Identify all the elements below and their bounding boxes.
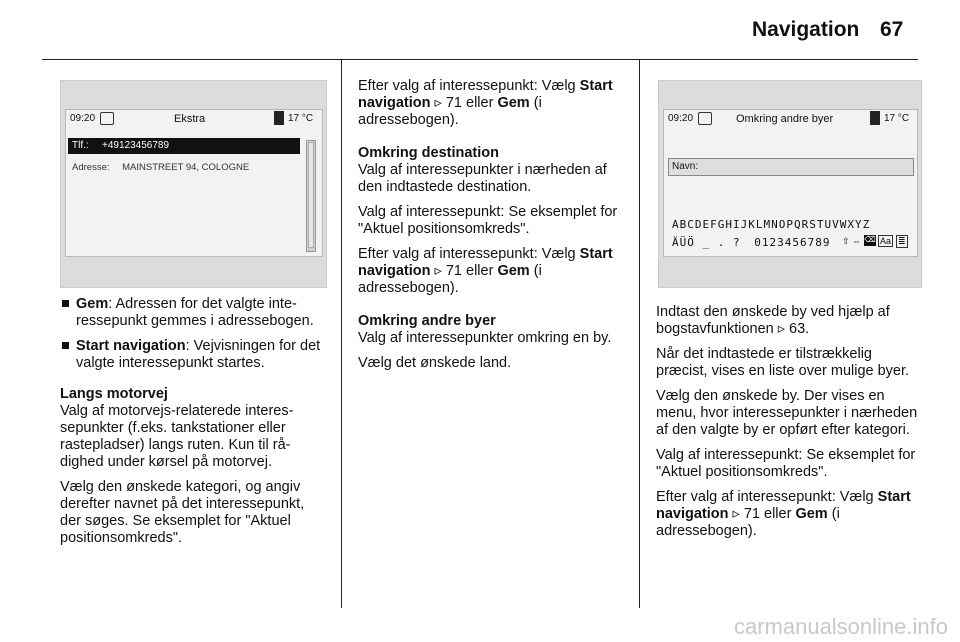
- paragraph: Valg af interessepunkt: Se eksemplet for "Aktuel positionsomkreds".: [656, 447, 916, 480]
- paragraph: [358, 78, 626, 129]
- display-screen: [65, 109, 323, 257]
- ref-arrow-icon: ▹: [777, 321, 786, 337]
- text: Efter valg af interessepunkt: Vælg: [656, 489, 874, 505]
- case-toggle-button[interactable]: Aa: [880, 236, 892, 246]
- column-1: [60, 296, 328, 555]
- address-value: MAINSTREET 94, COLOGNE: [122, 162, 250, 173]
- thermometer-icon: [274, 111, 284, 125]
- paragraph: Valg af interessepunkter omkring en by.: [358, 330, 612, 346]
- clock-text: 09:20: [70, 113, 96, 124]
- keyboard-row-special[interactable]: [672, 236, 830, 249]
- temperature-text: 17 °C: [288, 113, 314, 124]
- term-gem: Gem: [497, 95, 530, 111]
- bullet-text: : Adressen for det valgte interessepunkt gemmes i adressebogen.: [76, 296, 314, 329]
- clock-text: 09:20: [668, 113, 694, 124]
- screen-title: Ekstra: [174, 113, 206, 125]
- bullet-text: : Vejvisningen for det valgte interessepunkt startes.: [76, 338, 321, 371]
- status-bar: [664, 110, 917, 128]
- text: Indtast den ønskede by ved hjælp af bogstavfunktionen: [656, 304, 890, 337]
- heading-omkring-andre-byer: Omkring andre byer: [358, 313, 496, 329]
- paragraph: Valg af motorvejs-relaterede interessepunkter (f.eks. tankstationer eller rastepladser) langs ruten. Kun til rådighed under kørsel på motorvej.: [60, 403, 294, 470]
- ref-arrow-icon: ▹: [434, 263, 442, 279]
- scrollbar[interactable]: [306, 140, 316, 252]
- arrows-left-right-icon[interactable]: ⇔: [852, 236, 861, 246]
- display-screen: [663, 109, 918, 257]
- text: (i adressebogen).: [358, 95, 542, 128]
- thermometer-icon: [870, 111, 880, 125]
- term-start-navigation: Start navigation: [358, 246, 613, 279]
- address-row[interactable]: [72, 162, 249, 173]
- ref-arrow-icon: ▹: [732, 506, 740, 522]
- page-ref: 63.: [789, 321, 810, 337]
- footer: [0, 612, 960, 642]
- term-start-navigation: Start navigation: [76, 338, 186, 354]
- page-header: [0, 0, 960, 60]
- text: Efter valg af interessepunkt: Vælg: [358, 246, 576, 262]
- page-ref: 71 eller: [743, 506, 792, 522]
- scrollbar-thumb[interactable]: [308, 142, 314, 248]
- backspace-icon[interactable]: ⌫: [864, 235, 876, 244]
- paragraph: Valg af interessepunkter i nærheden af den indtastede destination.: [358, 162, 607, 195]
- name-input[interactable]: [668, 158, 914, 176]
- phone-label: Tlf.:: [72, 140, 89, 151]
- paragraph: [358, 246, 626, 297]
- address-label: Adresse:: [72, 162, 110, 173]
- list-icon[interactable]: ≣: [898, 236, 906, 246]
- paragraph: [656, 489, 924, 540]
- column-divider-1: [341, 60, 342, 608]
- bullet-square: [62, 300, 69, 307]
- text: (i adressebogen).: [358, 263, 542, 296]
- page-ref: 71 eller: [445, 263, 494, 279]
- special-keys[interactable]: ÄÜÖ _ . ?: [672, 236, 741, 249]
- paragraph: Når det indtastede er tilstrækkelig præcist, vises en liste over mulige byer.: [656, 346, 910, 379]
- page-number: 67: [880, 18, 904, 41]
- name-label: Navn:: [672, 161, 699, 172]
- term-gem: Gem: [795, 506, 828, 522]
- paragraph: Valg af interessepunkt: Se eksemplet for "Aktuel positionsomkreds".: [358, 204, 618, 237]
- term-gem: Gem: [497, 263, 530, 279]
- column-3: [656, 304, 924, 548]
- keyboard-row-letters[interactable]: ABCDEFGHIJKLMNOPQRSTUVWXYZ: [672, 218, 871, 231]
- paragraph: Vælg den ønskede kategori, og angiv derefter navnet på det interessepunkt, der søges. Se eksemplet for "Aktuel positionsomkreds".: [60, 479, 305, 546]
- column-divider-2: [639, 60, 640, 608]
- term-gem: Gem: [76, 296, 109, 312]
- phone-row[interactable]: [68, 138, 300, 154]
- page-title: Navigation: [752, 18, 860, 41]
- ref-arrow-icon: ▹: [434, 95, 442, 111]
- heading-omkring-destination: Omkring destination: [358, 145, 499, 161]
- screen-title: Omkring andre byer: [736, 113, 834, 125]
- status-bar: [66, 110, 322, 128]
- watermark: carmanualsonline.info: [733, 614, 948, 639]
- screenshot-ekstra: [60, 80, 327, 288]
- header-rule: [42, 59, 918, 60]
- column-2: [358, 78, 626, 380]
- heading-langs-motorvej: Langs motorvej: [60, 386, 168, 402]
- page-ref: 71 eller: [445, 95, 494, 111]
- digit-keys[interactable]: 0123456789: [754, 236, 831, 249]
- back-icon[interactable]: [100, 112, 114, 125]
- paragraph: Vælg den ønskede by. Der vises en menu, hvor interessepunkter i nærheden af den valgte by er opført efter kategori.: [656, 388, 918, 438]
- paragraph: Vælg det ønskede land.: [358, 355, 512, 371]
- bullet-gem: [60, 296, 328, 330]
- back-icon[interactable]: [698, 112, 712, 125]
- temperature-text: 17 °C: [884, 113, 910, 124]
- phone-value: +49123456789: [102, 140, 170, 151]
- term-start-navigation: Start navigation: [656, 489, 911, 522]
- term-start-navigation: Start navigation: [358, 78, 613, 111]
- bullet-square: [62, 342, 69, 349]
- screenshot-omkring-andre-byer: [658, 80, 922, 288]
- bullet-start-navigation: [60, 338, 328, 372]
- paragraph: [656, 304, 924, 338]
- text: (i adressebogen).: [656, 506, 840, 539]
- arrow-up-icon[interactable]: ⇧: [842, 236, 850, 246]
- text: Efter valg af interessepunkt: Vælg: [358, 78, 576, 94]
